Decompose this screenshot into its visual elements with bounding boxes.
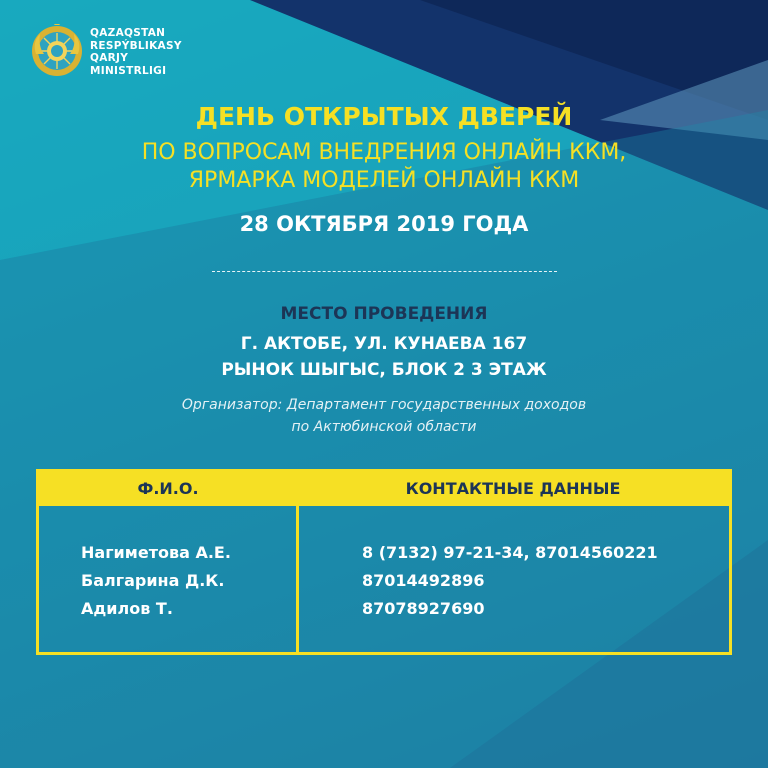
- event-subtitle-line2: ЯРМАРКА МОДЕЛЕЙ ОНЛАЙН ККМ: [188, 168, 580, 193]
- contact-phone: 87078927690: [362, 599, 485, 618]
- names-column: [81, 539, 231, 623]
- ministry-name-line: QAZAQSTAN: [90, 27, 166, 39]
- event-date: 28 ОКТЯБРЯ 2019 ГОДА: [239, 212, 529, 236]
- organizer-line2: по Актюбинской области: [291, 419, 477, 435]
- venue-label: МЕСТО ПРОВЕДЕНИЯ: [280, 304, 488, 324]
- column-header-name: Ф.И.О.: [137, 479, 199, 498]
- column-header-contacts: КОНТАКТНЫЕ ДАННЫЕ: [405, 479, 621, 498]
- ministry-name: [90, 27, 182, 77]
- contacts-column: [362, 539, 658, 623]
- event-title: ДЕНЬ ОТКРЫТЫХ ДВЕРЕЙ: [195, 102, 573, 131]
- ministry-name-line: RESPÝBLIKASY: [90, 39, 182, 52]
- contacts-table: [36, 469, 732, 655]
- contact-name: Балгарина Д.К.: [81, 571, 225, 590]
- column-divider: [296, 506, 299, 652]
- contact-name: Нагиметова А.Е.: [81, 543, 231, 562]
- contact-phone: 8 (7132) 97-21-34, 87014560221: [362, 543, 658, 562]
- contact-name: Адилов Т.: [81, 599, 173, 618]
- venue-address-line2: РЫНОК ШЫГЫС, БЛОК 2 3 ЭТАЖ: [221, 360, 547, 380]
- ministry-name-line: MINISTRLIGI: [90, 64, 167, 77]
- venue-address-line1: Г. АКТОБЕ, УЛ. КУНАЕВА 167: [240, 334, 528, 354]
- organizer-line1: Организатор: Департамент государственных доходов: [181, 397, 587, 413]
- kazakhstan-emblem-icon: [30, 24, 84, 78]
- table-header: [39, 472, 729, 506]
- contact-phone: 87014492896: [362, 571, 485, 590]
- event-subtitle-line1: ПО ВОПРОСАМ ВНЕДРЕНИЯ ОНЛАЙН ККМ,: [141, 140, 627, 165]
- ministry-name-line: QARJY: [90, 52, 129, 64]
- dashed-divider: [212, 271, 557, 272]
